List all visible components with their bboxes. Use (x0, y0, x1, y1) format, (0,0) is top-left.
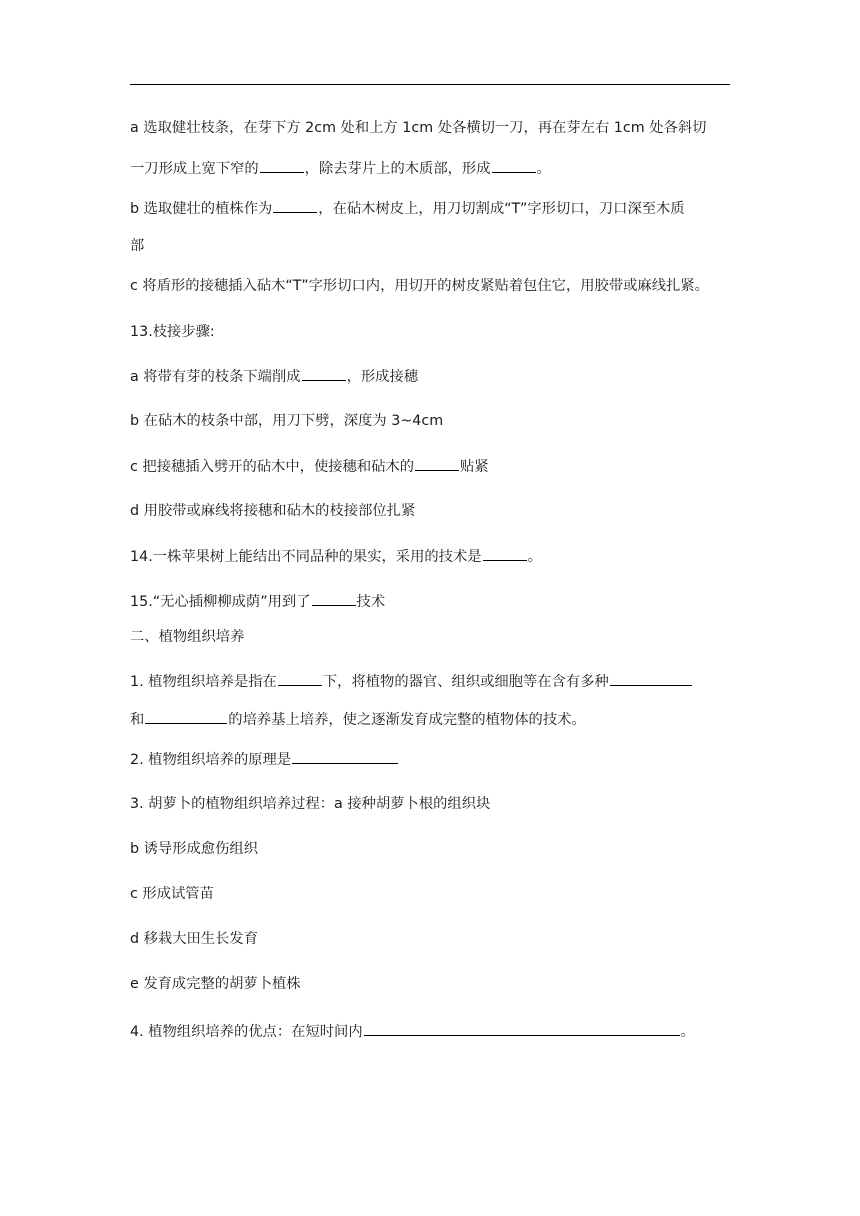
answer-blank[interactable] (364, 1021, 680, 1036)
answer-blank[interactable] (292, 749, 398, 764)
text-line-20: d 移栽大田生长发育 (130, 931, 258, 947)
section-heading: 二、植物组织培养 (130, 629, 245, 645)
text-line-14: 1. 植物组织培养是指在 下，将植物的器官、组织或细胞等在含有多种 (130, 671, 740, 692)
text-line-15: 和 的培养基上培养，使之逐渐发育成完整的植物体的技术。 (130, 709, 740, 730)
text-line-21: e 发育成完整的胡萝卜植株 (130, 976, 301, 992)
text-line-19: c 形成试管苗 (130, 886, 214, 902)
text-line-16: 2. 植物组织培养的原理是 (130, 749, 740, 770)
text-line-10: d 用胶带或麻线将接穗和砧木的枝接部位扎紧 (130, 503, 416, 519)
text-line-1: a 选取健壮枝条，在芽下方 2cm 处和上方 1cm 处各横切一刀，再在芽左右 1cm 处各斜切 (130, 120, 707, 136)
text-line-6: 13.枝接步骤: (130, 324, 215, 340)
answer-blank[interactable] (302, 366, 346, 381)
answer-blank[interactable] (610, 671, 692, 686)
text-line-5: c 将盾形的接穗插入砧木“T”字形切口内，用切开的树皮紧贴着包住它，用胶带或麻线扎紧。 (130, 278, 709, 294)
answer-blank[interactable] (415, 456, 459, 471)
answer-blank[interactable] (312, 591, 356, 606)
answer-blank[interactable] (492, 158, 536, 173)
answer-blank[interactable] (145, 709, 227, 724)
text-line-3: b 选取健壮的植株作为 ，在砧木树皮上，用刀切割成“T”字形切口，刀口深至木质 (130, 198, 740, 219)
answer-blank[interactable] (483, 546, 527, 561)
answer-blank[interactable] (278, 671, 322, 686)
answer-blank[interactable] (260, 158, 304, 173)
header-rule (130, 84, 730, 85)
text-line-9: c 把接穗插入劈开的砧木中，使接穗和砧木的 贴紧 (130, 456, 740, 477)
text-line-2: 一刀形成上宽下窄的 ，除去芽片上的木质部，形成 。 (130, 158, 740, 179)
text-line-12: 15.“无心插柳柳成荫”用到了 技术 (130, 591, 740, 612)
text-line-11: 14.一株苹果树上能结出不同品种的果实，采用的技术是 。 (130, 546, 740, 567)
text-line-22: 4. 植物组织培养的优点：在短时间内 。 (130, 1021, 740, 1042)
text-line-8: b 在砧木的枝条中部，用刀下劈，深度为 3~4cm (130, 413, 444, 429)
text-line-18: b 诱导形成愈伤组织 (130, 841, 258, 857)
text-line-7: a 将带有芽的枝条下端削成 ，形成接穗 (130, 366, 740, 387)
text-line-4: 部 (130, 238, 145, 254)
answer-blank[interactable] (273, 198, 317, 213)
text-line-17: 3. 胡萝卜的植物组织培养过程：a 接种胡萝卜根的组织块 (130, 796, 491, 812)
